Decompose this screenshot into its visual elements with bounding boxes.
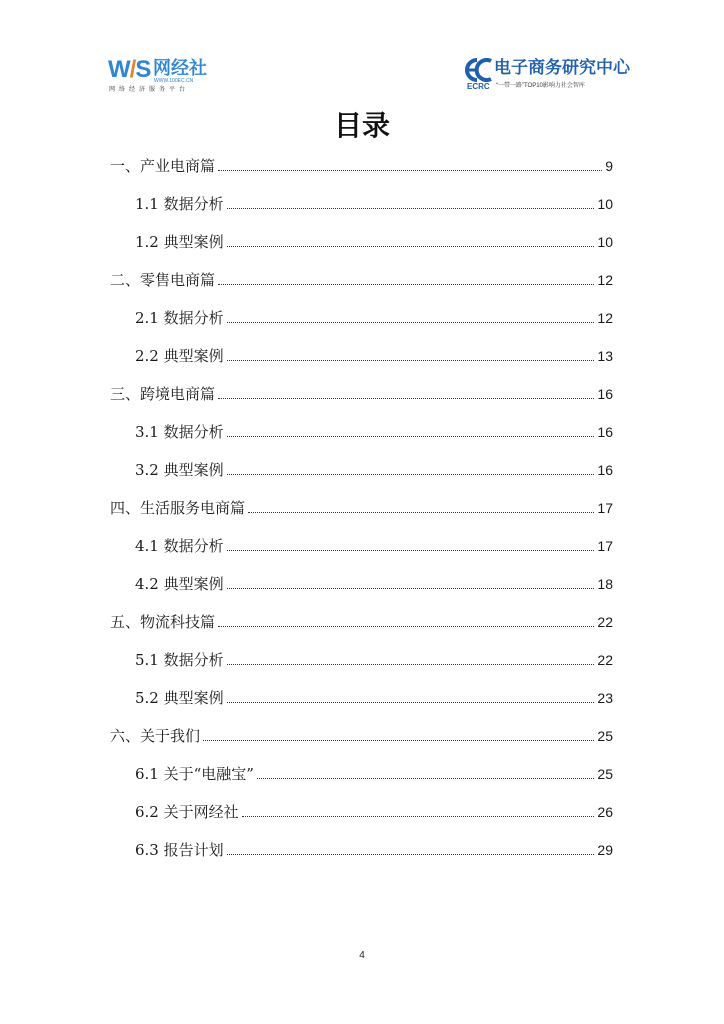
toc-entry-page: 18 [597, 576, 613, 592]
toc-entry[interactable] [110, 497, 613, 519]
toc-entry[interactable] [135, 687, 613, 709]
toc-entry-label: 四、生活服务电商篇 [110, 499, 246, 517]
toc-entry[interactable] [135, 459, 613, 481]
toc-entry-page: 17 [597, 538, 613, 554]
toc-dot-leader [227, 360, 595, 361]
ws-logo-name: 网经社 [153, 58, 207, 78]
toc-entry-page: 12 [597, 310, 613, 326]
toc-entry-label: 2.2 典型案例 [135, 347, 224, 365]
toc-entry[interactable] [110, 383, 613, 405]
toc-dot-leader [248, 512, 594, 513]
page-number: 4 [359, 950, 365, 961]
toc-entry-label: 4.1 数据分析 [135, 537, 224, 555]
toc-entry-page: 10 [597, 196, 613, 212]
toc-entry-label: 2.1 数据分析 [135, 309, 224, 327]
toc-entry-page: 16 [597, 424, 613, 440]
toc-entry-label: 4.2 典型案例 [135, 575, 224, 593]
ecrc-subtitle: “一带一路”TOP10影响力社会智库 [496, 83, 585, 89]
toc-dot-leader [242, 816, 595, 817]
toc-entry-label: 二、零售电商篇 [110, 271, 216, 289]
toc-dot-leader [218, 170, 602, 171]
toc-dot-leader [218, 284, 594, 285]
toc-entry-page: 16 [597, 386, 613, 402]
page-header [0, 0, 724, 100]
toc-entry[interactable] [135, 307, 613, 329]
toc-entry-label: 3.2 典型案例 [135, 461, 224, 479]
toc-dot-leader [218, 626, 594, 627]
toc-dot-leader [227, 550, 595, 551]
toc-entry[interactable] [110, 725, 613, 747]
toc-entry-label: 6.2 关于网经社 [135, 803, 239, 821]
toc-entry-label: 1.2 典型案例 [135, 233, 224, 251]
ws-logo-slogan: 网络经济服务平台 [109, 87, 190, 93]
toc-entry-page: 9 [605, 158, 613, 174]
toc-entry-label: 1.1 数据分析 [135, 195, 224, 213]
toc-entry-page: 25 [597, 766, 613, 782]
toc-entry[interactable] [135, 839, 613, 861]
toc-entry[interactable] [110, 155, 613, 177]
toc-dot-leader [257, 778, 594, 779]
toc-entry-page: 16 [597, 462, 613, 478]
toc-dot-leader [227, 436, 595, 437]
toc-entry-label: 六、关于我们 [110, 727, 201, 745]
toc-dot-leader [227, 588, 595, 589]
toc-entry-label: 6.1 关于“电融宝” [135, 765, 254, 783]
toc-dot-leader [227, 246, 595, 247]
toc-entry-label: 三、跨境电商篇 [110, 385, 216, 403]
toc-dot-leader [203, 740, 594, 741]
toc-entry[interactable] [135, 649, 613, 671]
toc-entry-page: 22 [597, 652, 613, 668]
wangjingshe-logo [108, 58, 228, 98]
toc-dot-leader [227, 474, 595, 475]
toc-entry[interactable] [135, 345, 613, 367]
ecrc-abbr: ECRC [467, 82, 490, 91]
toc-entry[interactable] [135, 231, 613, 253]
toc-entry[interactable] [135, 193, 613, 215]
toc-dot-leader [218, 398, 594, 399]
ecrc-logo [464, 58, 630, 94]
toc-entry[interactable] [110, 611, 613, 633]
toc-dot-leader [227, 664, 595, 665]
toc-entry-label: 6.3 报告计划 [135, 841, 224, 859]
toc-entry-label: 3.1 数据分析 [135, 423, 224, 441]
toc-dot-leader [227, 322, 595, 323]
toc-entry-page: 17 [597, 500, 613, 516]
ws-logo-url: WWW.100EC.CN [154, 78, 194, 84]
toc-dot-leader [227, 208, 595, 209]
toc-entry-page: 25 [597, 728, 613, 744]
page-title: 目录 [333, 109, 390, 142]
toc-entry-label: 5.2 典型案例 [135, 689, 224, 707]
ws-logo-mark: W/S [108, 56, 151, 83]
toc-entry-label: 一、产业电商篇 [110, 157, 216, 175]
toc-entry-page: 26 [597, 804, 613, 820]
toc-entry-label: 5.1 数据分析 [135, 651, 224, 669]
toc-entry[interactable] [135, 573, 613, 595]
toc-entry-page: 22 [597, 614, 613, 630]
toc-entry-page: 10 [597, 234, 613, 250]
toc-entry-page: 29 [597, 842, 613, 858]
toc-dot-leader [227, 702, 595, 703]
toc-entry-page: 13 [597, 348, 613, 364]
ecrc-title: 电子商务研究中心 [494, 58, 630, 77]
toc-entry[interactable] [135, 421, 613, 443]
toc-entry[interactable] [135, 535, 613, 557]
toc-entry[interactable] [110, 269, 613, 291]
toc-entry-page: 12 [597, 272, 613, 288]
toc-entry-label: 五、物流科技篇 [110, 613, 216, 631]
toc-dot-leader [227, 854, 595, 855]
toc-entry[interactable] [135, 763, 613, 785]
toc-entry-page: 23 [597, 690, 613, 706]
toc-entry[interactable] [135, 801, 613, 823]
ecrc-emblem-icon [464, 58, 496, 82]
